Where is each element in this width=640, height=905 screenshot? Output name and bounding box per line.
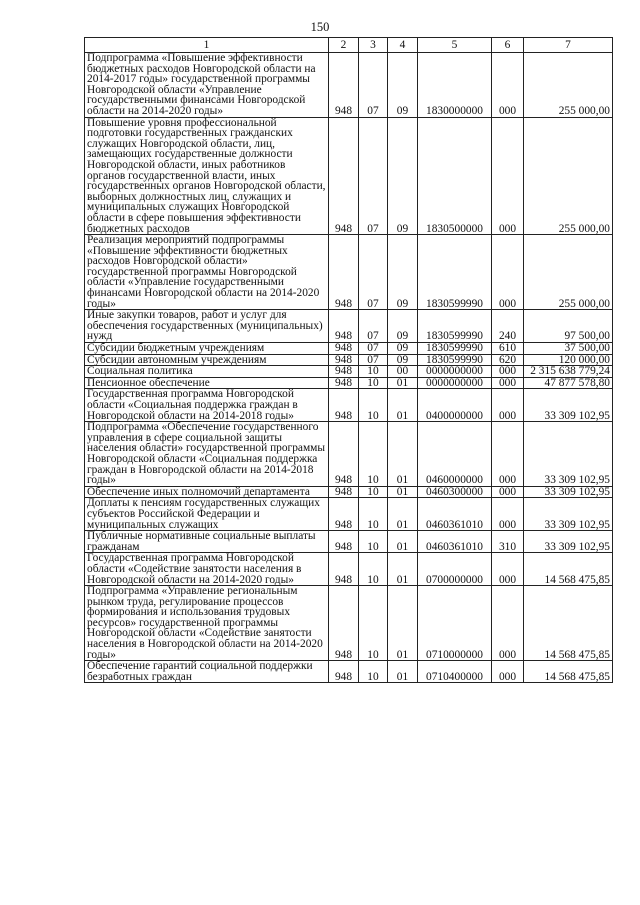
row-expense-type-code: 610: [492, 343, 524, 355]
row-amount: 14 568 475,85: [524, 586, 613, 661]
table-row: [85, 310, 613, 343]
row-subsection-code: 01: [388, 486, 418, 498]
row-subsection-code: 09: [388, 53, 418, 118]
row-department-code: 948: [329, 422, 359, 487]
row-target-article-code: 0710400000: [418, 661, 492, 683]
table-row: [85, 586, 613, 661]
row-target-article-code: 1830500000: [418, 117, 492, 235]
row-department-code: 948: [329, 343, 359, 355]
row-description: Иные закупки товаров, работ и услуг для обеспечения государственных (муниципальных) нужд: [85, 310, 329, 343]
row-expense-type-code: 000: [492, 53, 524, 118]
row-target-article-code: 0460000000: [418, 422, 492, 487]
column-header: 4: [388, 38, 418, 53]
row-description: Субсидии автономным учреждениям: [85, 354, 329, 366]
row-subsection-code: 09: [388, 310, 418, 343]
row-amount: 255 000,00: [524, 235, 613, 310]
row-description: Обеспечение иных полномочий департамента: [85, 486, 329, 498]
row-section-code: 10: [359, 422, 388, 487]
row-section-code: 07: [359, 53, 388, 118]
row-subsection-code: 09: [388, 343, 418, 355]
row-description: Реализация мероприятий подпрограммы «Повышение эффективности бюджетных расходов Новгородской области» государственной программы Новгородской области «Управление государственными финансами Новгородской области на 2014-2020 годы»: [85, 235, 329, 310]
table-row: [85, 354, 613, 366]
row-target-article-code: 0460361010: [418, 531, 492, 553]
row-description: Государственная программа Новгородской области «Содействие занятости населения в Новгородской области на 2014-2020 годы»: [85, 553, 329, 586]
table-row: [85, 531, 613, 553]
row-section-code: 10: [359, 531, 388, 553]
row-amount: 97 500,00: [524, 310, 613, 343]
row-amount: 255 000,00: [524, 53, 613, 118]
row-department-code: 948: [329, 586, 359, 661]
column-header: 6: [492, 38, 524, 53]
row-subsection-code: 01: [388, 498, 418, 531]
row-amount: 33 309 102,95: [524, 498, 613, 531]
row-target-article-code: 0400000000: [418, 389, 492, 422]
row-expense-type-code: 000: [492, 366, 524, 378]
row-target-article-code: 1830599990: [418, 354, 492, 366]
row-department-code: 948: [329, 486, 359, 498]
table-row: [85, 553, 613, 586]
row-section-code: 10: [359, 498, 388, 531]
table-row: [85, 366, 613, 378]
row-description: Повышение уровня профессиональной подготовки государственных гражданских служащих Новгородской области, лиц, замещающих государственные должности Новгородской области, иных работников органов государственной власти, иных государственных органов Новгородской области, выборных должностных лиц, служащих и муниципальных служащих Новгородской области в сфере повышения эффективности бюджетных расходов: [85, 117, 329, 235]
column-header: 7: [524, 38, 613, 53]
row-subsection-code: 01: [388, 586, 418, 661]
row-section-code: 07: [359, 117, 388, 235]
row-department-code: 948: [329, 661, 359, 683]
table-row: [85, 422, 613, 487]
row-subsection-code: 01: [388, 389, 418, 422]
row-target-article-code: 1830599990: [418, 235, 492, 310]
table-row: [85, 343, 613, 355]
row-section-code: 10: [359, 486, 388, 498]
row-amount: 120 000,00: [524, 354, 613, 366]
column-header: 3: [359, 38, 388, 53]
row-target-article-code: 1830599990: [418, 343, 492, 355]
row-expense-type-code: 000: [492, 586, 524, 661]
row-description: Государственная программа Новгородской области «Социальная поддержка граждан в Новгородской области на 2014-2018 годы»: [85, 389, 329, 422]
row-amount: 33 309 102,95: [524, 531, 613, 553]
row-expense-type-code: 000: [492, 117, 524, 235]
row-target-article-code: 1830000000: [418, 53, 492, 118]
row-description: Подпрограмма «Повышение эффективности бюджетных расходов Новгородской области на 2014-2017 годы» государственной программы Новгородской области «Управление государственными финансами Новгородской области на 2014-2020 годы»: [85, 53, 329, 118]
table-row: [85, 235, 613, 310]
row-section-code: 10: [359, 586, 388, 661]
row-department-code: 948: [329, 553, 359, 586]
row-section-code: 10: [359, 366, 388, 378]
row-description: Обеспечение гарантий социальной поддержки безработных граждан: [85, 661, 329, 683]
table-row: [85, 661, 613, 683]
row-target-article-code: 0000000000: [418, 366, 492, 378]
row-expense-type-code: 000: [492, 422, 524, 487]
row-expense-type-code: 000: [492, 235, 524, 310]
row-expense-type-code: 310: [492, 531, 524, 553]
table-header-row: [85, 38, 613, 53]
row-section-code: 07: [359, 310, 388, 343]
budget-table: [84, 37, 613, 683]
row-amount: 14 568 475,85: [524, 553, 613, 586]
row-expense-type-code: 240: [492, 310, 524, 343]
row-section-code: 10: [359, 553, 388, 586]
row-subsection-code: 01: [388, 422, 418, 487]
row-expense-type-code: 000: [492, 377, 524, 389]
row-section-code: 07: [359, 235, 388, 310]
table-row: [85, 389, 613, 422]
row-department-code: 948: [329, 389, 359, 422]
row-section-code: 10: [359, 389, 388, 422]
row-amount: 47 877 578,80: [524, 377, 613, 389]
row-subsection-code: 01: [388, 553, 418, 586]
row-amount: 33 309 102,95: [524, 422, 613, 487]
table-row: [85, 117, 613, 235]
row-department-code: 948: [329, 366, 359, 378]
row-target-article-code: 0000000000: [418, 377, 492, 389]
row-target-article-code: 0700000000: [418, 553, 492, 586]
row-amount: 2 315 638 779,24: [524, 366, 613, 378]
row-amount: 33 309 102,95: [524, 486, 613, 498]
column-header: 5: [418, 38, 492, 53]
row-subsection-code: 01: [388, 531, 418, 553]
row-description: Социальная политика: [85, 366, 329, 378]
row-department-code: 948: [329, 498, 359, 531]
column-header: 2: [329, 38, 359, 53]
row-description: Подпрограмма «Управление региональным рынком труда, регулирование процессов формирования и использования трудовых ресурсов» государственной программы Новгородской области «Содействие занятости населения в Новгородской области на 2014-2020 годы»: [85, 586, 329, 661]
row-amount: 255 000,00: [524, 117, 613, 235]
row-amount: 14 568 475,85: [524, 661, 613, 683]
row-subsection-code: 09: [388, 117, 418, 235]
row-amount: 33 309 102,95: [524, 389, 613, 422]
row-department-code: 948: [329, 377, 359, 389]
row-expense-type-code: 000: [492, 661, 524, 683]
row-description: Доплаты к пенсиям государственных служащих субъектов Российской Федерации и муниципальных служащих: [85, 498, 329, 531]
row-department-code: 948: [329, 117, 359, 235]
row-target-article-code: 0460361010: [418, 498, 492, 531]
row-subsection-code: 09: [388, 354, 418, 366]
row-department-code: 948: [329, 354, 359, 366]
row-subsection-code: 00: [388, 366, 418, 378]
row-description: Пенсионное обеспечение: [85, 377, 329, 389]
row-section-code: 10: [359, 377, 388, 389]
row-expense-type-code: 000: [492, 486, 524, 498]
row-description: Субсидии бюджетным учреждениям: [85, 343, 329, 355]
table-row: [85, 377, 613, 389]
row-section-code: 10: [359, 661, 388, 683]
column-header: 1: [85, 38, 329, 53]
row-subsection-code: 01: [388, 377, 418, 389]
row-target-article-code: 0460300000: [418, 486, 492, 498]
table-row: [85, 486, 613, 498]
row-expense-type-code: 000: [492, 389, 524, 422]
row-section-code: 07: [359, 343, 388, 355]
row-target-article-code: 1830599990: [418, 310, 492, 343]
row-subsection-code: 01: [388, 661, 418, 683]
page-number: 150: [310, 20, 330, 34]
row-department-code: 948: [329, 310, 359, 343]
row-amount: 37 500,00: [524, 343, 613, 355]
row-expense-type-code: 000: [492, 498, 524, 531]
row-subsection-code: 09: [388, 235, 418, 310]
row-department-code: 948: [329, 53, 359, 118]
row-department-code: 948: [329, 235, 359, 310]
row-expense-type-code: 000: [492, 553, 524, 586]
row-section-code: 07: [359, 354, 388, 366]
row-description: Публичные нормативные социальные выплаты гражданам: [85, 531, 329, 553]
row-target-article-code: 0710000000: [418, 586, 492, 661]
row-expense-type-code: 620: [492, 354, 524, 366]
table-row: [85, 498, 613, 531]
table-row: [85, 53, 613, 118]
row-description: Подпрограмма «Обеспечение государственного управления в сфере социальной защиты населения области» государственной программы Новгородской области «Социальная поддержка граждан в Новгородской области на 2014-2018 годы»: [85, 422, 329, 487]
row-department-code: 948: [329, 531, 359, 553]
